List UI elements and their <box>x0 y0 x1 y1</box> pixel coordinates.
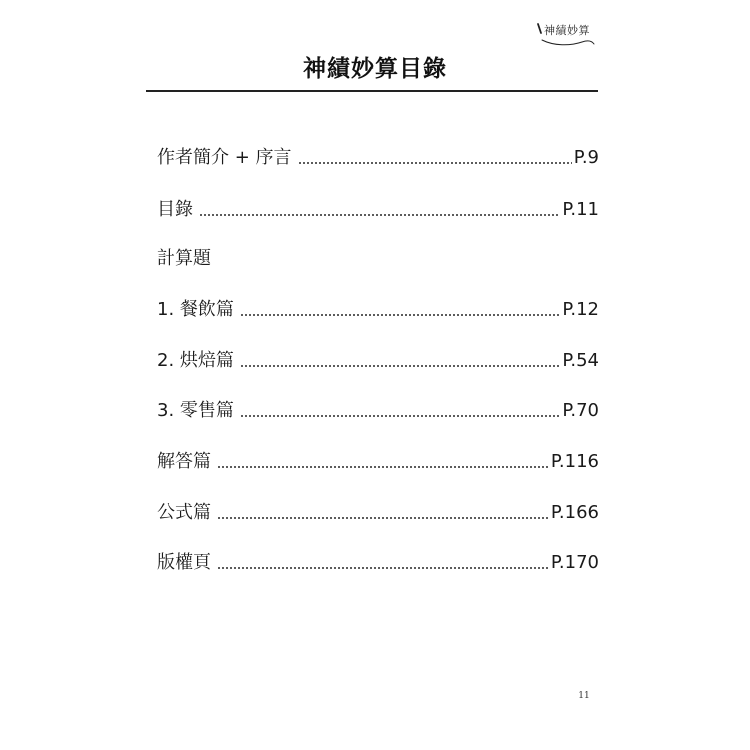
toc-dot-leader <box>240 415 560 417</box>
toc-entry-label: 3. 零售篇 <box>157 400 234 421</box>
toc-entry-label: 版權頁 <box>157 552 211 573</box>
toc-entry-label: 解答篇 <box>157 451 211 472</box>
toc-dot-leader <box>217 466 549 468</box>
toc-entry-answers[interactable] <box>157 449 599 473</box>
toc-entry-label: 2. 烘焙篇 <box>157 350 234 371</box>
toc-entry-page: P.54 <box>562 350 599 371</box>
toc-entry-baking[interactable] <box>157 348 599 372</box>
toc-entry-catering[interactable] <box>157 297 599 321</box>
toc-section-calculations <box>157 246 599 270</box>
toc-dot-leader <box>199 214 560 216</box>
toc-entry-retail[interactable] <box>157 398 599 422</box>
brand-mark <box>536 20 600 50</box>
page-number: 11 <box>578 691 590 701</box>
toc-entry-page: P.12 <box>562 299 599 320</box>
toc-section-label: 計算題 <box>157 248 211 269</box>
toc-entry-page: P.11 <box>562 199 599 220</box>
toc-entry-preface[interactable] <box>157 145 599 169</box>
title-divider <box>146 90 598 92</box>
toc-entry-page: P.166 <box>550 502 599 523</box>
toc-entry-page: P.9 <box>573 147 599 168</box>
toc-entry-page: P.170 <box>550 552 599 573</box>
page-title: 神績妙算目錄 <box>303 56 447 82</box>
toc-entry-label: 作者簡介 + 序言 <box>157 147 292 168</box>
toc-entry-label: 公式篇 <box>157 502 211 523</box>
toc-dot-leader <box>217 567 549 569</box>
toc-dot-leader <box>217 517 549 519</box>
toc-entry-formulas[interactable] <box>157 500 599 524</box>
toc-entry-label: 目錄 <box>157 199 193 220</box>
toc-entry-page: P.116 <box>550 451 599 472</box>
toc-dot-leader <box>298 162 572 164</box>
toc-entry-copyright[interactable] <box>157 550 599 574</box>
toc-entry-contents[interactable] <box>157 197 599 221</box>
toc-entry-page: P.70 <box>562 400 599 421</box>
toc-entry-label: 1. 餐飲篇 <box>157 299 234 320</box>
toc-dot-leader <box>240 365 560 367</box>
toc-dot-leader <box>240 314 560 316</box>
brand-text: 神績妙算 <box>544 24 590 37</box>
